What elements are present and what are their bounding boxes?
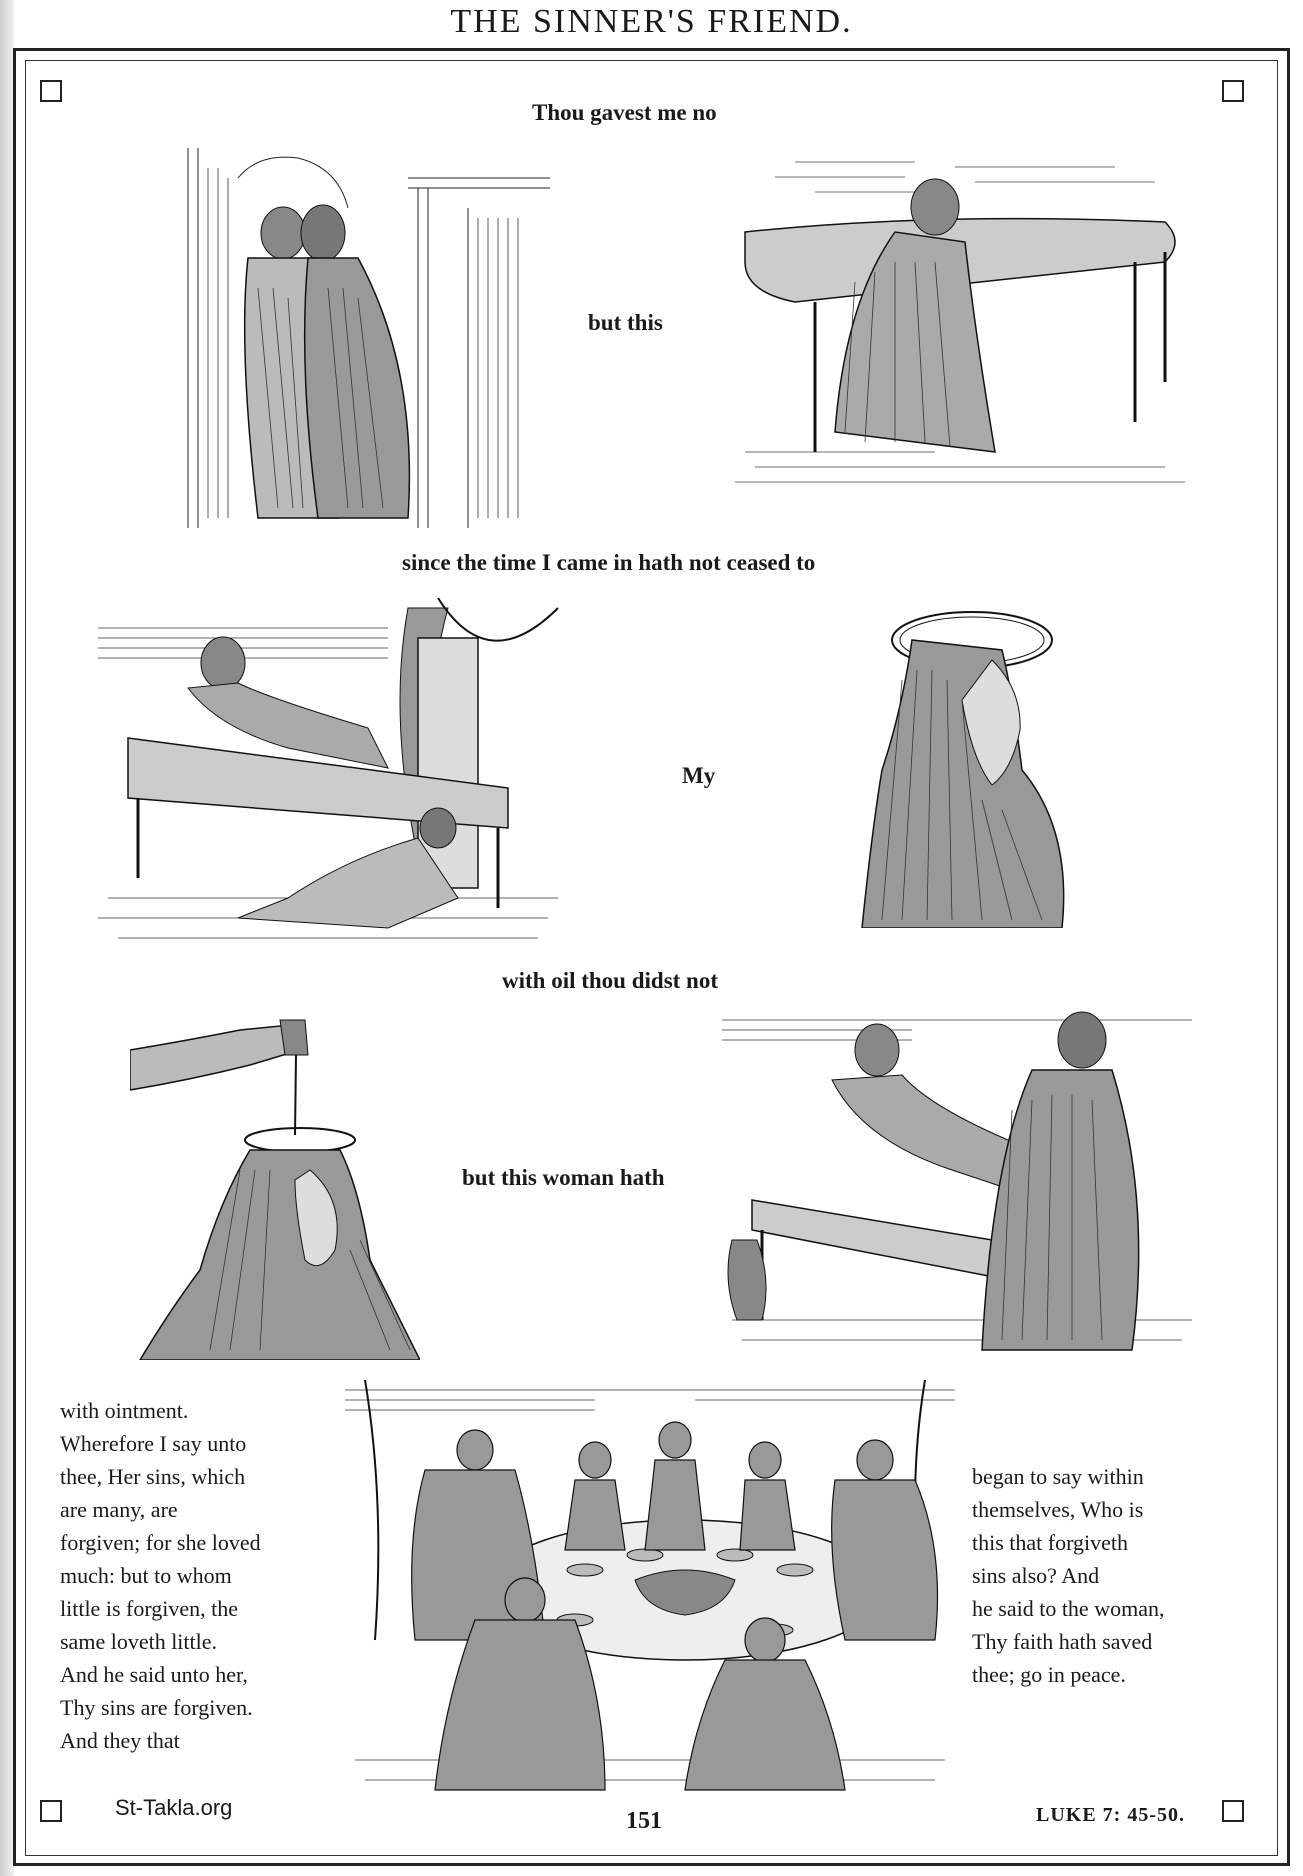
caption-2: but this (588, 310, 663, 335)
text-line: with ointment. (60, 1398, 189, 1423)
scripture-reference: LUKE 7: 45-50. (1036, 1804, 1185, 1826)
right-text-column (972, 1460, 1272, 1691)
jesus-profile-halo-illustration (842, 600, 1074, 928)
caption-5: with oil thou didst not (502, 968, 719, 993)
caption-6: but this woman hath (462, 1165, 665, 1190)
left-text-column (60, 1394, 360, 1757)
corner-ornament-bottom-left (40, 1800, 62, 1822)
page-title: THE SINNER'S FRIEND. (450, 3, 853, 40)
two-men-kiss-illustration (108, 148, 550, 528)
oil-poured-on-head-illustration (130, 1010, 420, 1360)
text-line: forgiven; for she loved (60, 1530, 261, 1555)
feast-table-illustration (345, 1380, 955, 1800)
woman-anointing-feet-illustration (712, 1000, 1200, 1360)
text-line: thee; go in peace. (972, 1662, 1126, 1687)
woman-kneeling-at-couch-illustration (735, 152, 1185, 504)
text-line: began to say within (972, 1464, 1144, 1489)
text-line: And they that (60, 1728, 180, 1753)
corner-ornament-bottom-right (1222, 1800, 1244, 1822)
corner-ornament-top-right (1222, 80, 1244, 102)
text-line: he said to the woman, (972, 1596, 1165, 1621)
text-line: And he said unto her, (60, 1662, 248, 1687)
caption-4: My (682, 763, 716, 788)
text-line: are many, are (60, 1497, 178, 1522)
caption-1: Thou gavest me no (532, 100, 717, 125)
text-line: Thy faith hath saved (972, 1629, 1153, 1654)
text-line: sins also? And (972, 1563, 1100, 1588)
text-line: Wherefore I say unto (60, 1431, 247, 1456)
text-line: much: but to whom (60, 1563, 232, 1588)
corner-ornament-top-left (40, 80, 62, 102)
text-line: themselves, Who is (972, 1497, 1144, 1522)
text-line: thee, Her sins, which (60, 1464, 246, 1489)
text-line: same loveth little. (60, 1629, 218, 1654)
text-line: little is forgiven, the (60, 1596, 239, 1621)
text-line: Thy sins are forgiven. (60, 1695, 253, 1720)
page-edge (0, 0, 14, 1876)
jesus-reclining-woman-at-feet-illustration (88, 598, 566, 960)
caption-3: since the time I came in hath not ceased to (402, 550, 816, 575)
text-line: this that forgiveth (972, 1530, 1129, 1555)
site-watermark: St-Takla.org (115, 1795, 233, 1820)
page-number: 151 (626, 1808, 662, 1834)
